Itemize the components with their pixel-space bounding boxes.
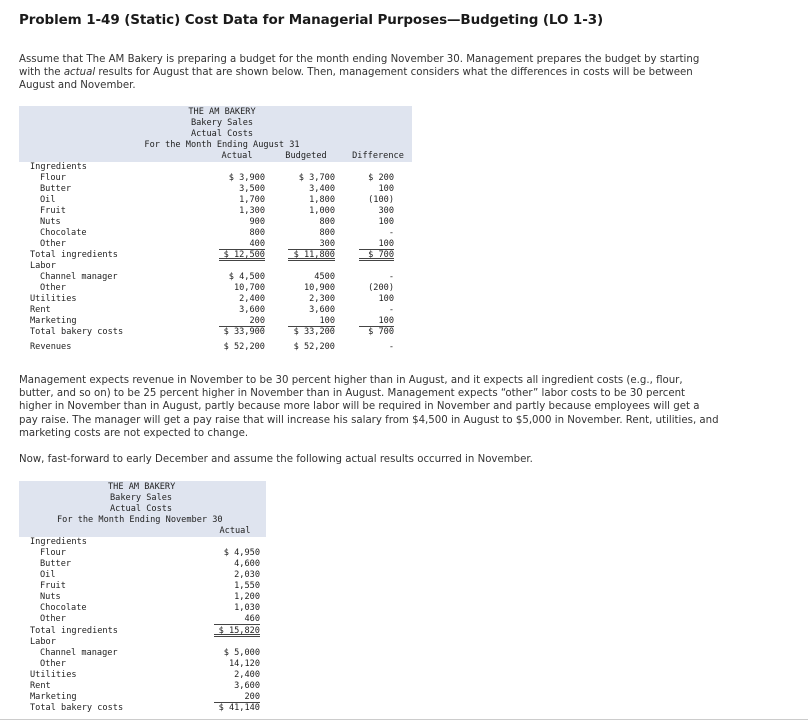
august-row-label: Oil	[40, 195, 56, 205]
august-budgeted-cell: 3,600	[309, 305, 335, 315]
november-row-label: Flour	[40, 548, 66, 558]
august-row-label: Revenues	[30, 342, 72, 352]
august-col-budgeted: Budgeted	[285, 151, 327, 161]
august-row-label: Labor	[30, 261, 56, 271]
november-actual-cell: 3,600	[234, 681, 260, 691]
august-difference-cell: $ 700	[368, 327, 394, 337]
august-budgeted-cell: 1,000	[309, 206, 335, 216]
august-row-label: Total bakery costs	[30, 327, 124, 337]
november-row-label: Total ingredients	[30, 626, 118, 636]
november-row-label: Fruit	[40, 581, 66, 591]
august-difference-cell: (200)	[368, 283, 394, 293]
august-budgeted-cell: $ 52,200	[293, 342, 335, 352]
august-row-label: Total ingredients	[30, 250, 118, 260]
november-actual-cell: 2,400	[234, 670, 260, 680]
fast-forward-text: Now, fast-forward to early December and assume the following actual results occurred in November.	[19, 454, 533, 465]
august-company-name: THE AM BAKERY	[188, 107, 256, 117]
november-actual-cell: 460	[214, 614, 260, 625]
august-row-label: Butter	[40, 184, 72, 194]
november-actual-cell: 4,600	[234, 559, 260, 569]
august-difference-cell: 100	[378, 184, 394, 194]
november-row-label: Butter	[40, 559, 72, 569]
august-actual-cell: 1,700	[239, 195, 265, 205]
november-actual-cell: 1,030	[234, 603, 260, 613]
november-row-label: Nuts	[40, 592, 61, 602]
august-budgeted-cell: $ 11,800	[288, 250, 335, 261]
intro-text-2: results for August that are shown below. Then, management considers what the differences in costs will be between August and November.	[19, 67, 693, 92]
november-report-type: Actual Costs	[110, 504, 173, 514]
august-difference-cell: 100	[359, 239, 394, 250]
august-actual-cell: 1,300	[239, 206, 265, 216]
august-budgeted-cell: 300	[288, 239, 335, 250]
august-actual-cell: 3,500	[239, 184, 265, 194]
november-cost-table	[19, 481, 266, 721]
november-row-label: Utilities	[30, 670, 77, 680]
august-difference-cell: -	[388, 272, 394, 282]
november-row-label: Other	[40, 614, 66, 624]
november-report-name: Bakery Sales	[110, 493, 173, 503]
august-actual-cell: $ 12,500	[219, 250, 265, 261]
august-col-difference: Difference	[352, 151, 404, 161]
august-difference-cell: 100	[378, 217, 394, 227]
august-budgeted-cell: 3,400	[309, 184, 335, 194]
august-col-actual: Actual	[221, 151, 253, 161]
intro-text-1: Assume that The AM Bakery is preparing a budget for the month ending November 30. Management prepares the budget by starting with the	[19, 54, 700, 79]
august-difference-cell: -	[388, 228, 394, 238]
august-budgeted-cell	[288, 261, 335, 272]
november-actual-cell: 1,550	[234, 581, 260, 591]
november-actual-cell: 14,120	[228, 659, 260, 669]
november-row-label: Marketing	[30, 692, 77, 702]
august-difference-cell	[359, 261, 394, 272]
august-difference-cell	[359, 162, 394, 173]
august-actual-cell: $ 33,900	[223, 327, 265, 337]
august-difference-cell: $ 700	[359, 250, 394, 261]
august-actual-cell: 200	[219, 316, 265, 327]
august-actual-cell: 800	[249, 228, 265, 238]
august-budgeted-cell: $ 3,700	[298, 173, 335, 183]
august-actual-cell: 2,400	[239, 294, 265, 304]
november-col-actual: Actual	[219, 526, 251, 536]
august-budgeted-cell: 2,300	[309, 294, 335, 304]
august-difference-cell: (100)	[368, 195, 394, 205]
august-actual-cell	[219, 162, 265, 173]
august-budgeted-cell: $ 33,200	[293, 327, 335, 337]
august-row-label: Other	[40, 239, 66, 249]
november-actual-cell: 1,200	[234, 592, 260, 602]
november-row-label: Ingredients	[30, 537, 87, 547]
august-budgeted-cell: 100	[288, 316, 335, 327]
august-budgeted-cell: 4500	[314, 272, 335, 282]
august-row-label: Nuts	[40, 217, 61, 227]
problem-title: Problem 1-49 (Static) Cost Data for Managerial Purposes—Budgeting (LO 1-3)	[19, 12, 604, 28]
november-company-name: THE AM BAKERY	[108, 482, 176, 492]
intro-paragraph	[19, 53, 719, 93]
august-difference-cell: -	[388, 342, 394, 352]
august-period: For the Month Ending August 31	[144, 140, 300, 150]
august-difference-cell: -	[388, 305, 394, 315]
august-report-type: Actual Costs	[190, 129, 254, 139]
august-budgeted-cell	[288, 162, 335, 173]
august-report-name: Bakery Sales	[190, 118, 254, 128]
august-budgeted-cell: 1,800	[309, 195, 335, 205]
august-difference-cell: $ 200	[368, 173, 394, 183]
august-actual-cell: 10,700	[233, 283, 265, 293]
august-actual-cell: 3,600	[239, 305, 265, 315]
august-cost-table	[19, 106, 412, 362]
november-actual-cell: 2,030	[234, 570, 260, 580]
august-difference-cell: 100	[378, 294, 394, 304]
november-actual-cell: $ 4,950	[223, 548, 260, 558]
august-budgeted-cell: 800	[319, 228, 335, 238]
august-row-label: Utilities	[30, 294, 77, 304]
november-actual-cell	[214, 537, 260, 548]
november-row-label: Other	[40, 659, 66, 669]
august-budgeted-cell: 800	[319, 217, 335, 227]
august-actual-cell: $ 3,900	[228, 173, 265, 183]
november-period: For the Month Ending November 30	[57, 515, 223, 525]
august-row-label: Other	[40, 283, 66, 293]
august-difference-cell: 300	[378, 206, 394, 216]
november-actual-cell: 200	[214, 692, 260, 703]
august-row-label: Chocolate	[40, 228, 87, 238]
november-actual-cell	[214, 637, 260, 648]
intro-emphasis: actual	[63, 67, 96, 79]
august-actual-cell	[219, 261, 265, 272]
august-actual-cell: $ 4,500	[228, 272, 265, 282]
november-row-label: Channel manager	[40, 648, 118, 658]
august-row-label: Ingredients	[30, 162, 87, 172]
november-row-label: Chocolate	[40, 603, 87, 613]
november-actual-cell: $ 41,140	[218, 703, 260, 713]
august-row-label: Marketing	[30, 316, 77, 326]
august-budgeted-cell: 10,900	[303, 283, 335, 293]
november-actual-cell: $ 15,820	[214, 626, 260, 637]
november-row-label: Labor	[30, 637, 56, 647]
november-row-label: Total bakery costs	[30, 703, 124, 713]
august-row-label: Fruit	[40, 206, 66, 216]
august-actual-cell: 900	[249, 217, 265, 227]
august-row-label: Flour	[40, 173, 66, 183]
august-actual-cell: 400	[219, 239, 265, 250]
middle-paragraph: Management expects revenue in November to be 30 percent higher than in August, and it expects all ingredient costs (e.g., flour, butter, and so on) to be 25 percent higher in November than in August. Management expects “other” labor costs to be 30 percent higher in November than in August, partly because more labor will be required in November and partly because employees will get a pay raise. The manager will get a pay raise that will increase his salary from $4,500 in August to $5,000 in November. Rent, utilities, and marketing costs are not expected to change.	[19, 375, 719, 439]
august-row-label: Channel manager	[40, 272, 118, 282]
august-difference-cell: 100	[359, 316, 394, 327]
august-row-label: Rent	[30, 305, 51, 315]
november-row-label: Oil	[40, 570, 56, 580]
august-actual-cell: $ 52,200	[223, 342, 265, 352]
page-bottom-divider	[0, 719, 808, 720]
november-actual-cell: $ 5,000	[223, 648, 260, 658]
november-row-label: Rent	[30, 681, 51, 691]
